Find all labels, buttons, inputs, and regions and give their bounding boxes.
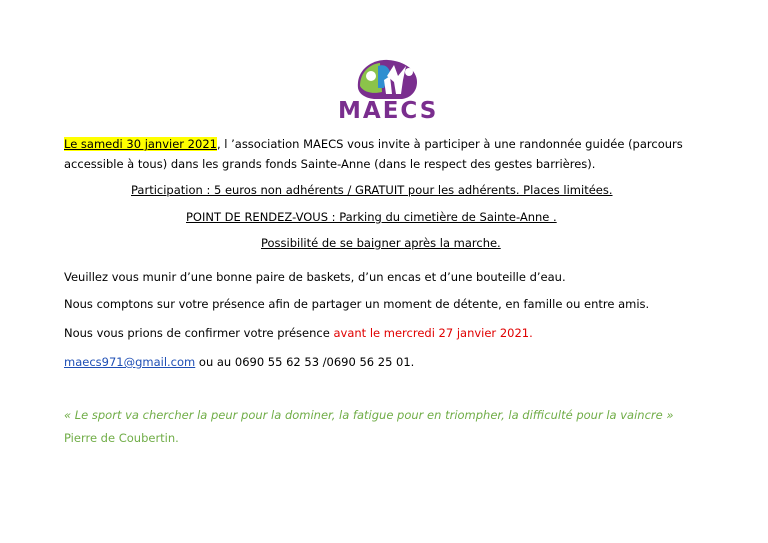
presence-note: Nous comptons sur votre présence afin de partager un moment de détente, en famille ou entre amis. (64, 297, 650, 311)
participation-info: Participation : 5 euros non adhérents / GRATUIT pour les adhérents. Places limitées. (131, 183, 613, 197)
swimming-note: Possibilité de se baigner après la marche. (261, 236, 501, 250)
event-date: Le samedi 30 janvier 2021 (64, 137, 217, 151)
quote-text: « Le sport va chercher la peur pour la dominer, la fatigue pour en triompher, la difficulté pour la vaincre » (64, 408, 674, 422)
confirm-note (64, 325, 533, 341)
logo-wordmark: MAECS (338, 98, 439, 124)
intro-line-2: accessible à tous) dans les grands fonds Sainte-Anne (dans le respect des gestes barrières). (64, 157, 596, 171)
logo-figures-icon (354, 58, 422, 100)
meeting-point: POINT DE RENDEZ-VOUS : Parking du cimetière de Sainte-Anne . (186, 210, 557, 224)
confirm-deadline: avant le mercredi 27 janvier 2021. (333, 326, 533, 340)
intro-line-1 (64, 136, 683, 152)
email-link[interactable]: maecs971@gmail.com (64, 355, 196, 369)
quote-author: Pierre de Coubertin. (64, 431, 179, 445)
equipment-note: Veuillez vous munir d’une bonne paire de baskets, d’un encas et d’une bouteille d’eau. (64, 270, 566, 284)
phone-numbers: ou au 0690 55 62 53 /0690 56 25 01. (195, 355, 415, 369)
contact-line (64, 354, 414, 370)
intro-line-1-text: , l ’association MAECS vous invite à participer à une randonnée guidée (parcours (216, 137, 683, 151)
confirm-text: Nous vous prions de confirmer votre présence (64, 326, 334, 340)
maecs-logo (338, 58, 438, 128)
